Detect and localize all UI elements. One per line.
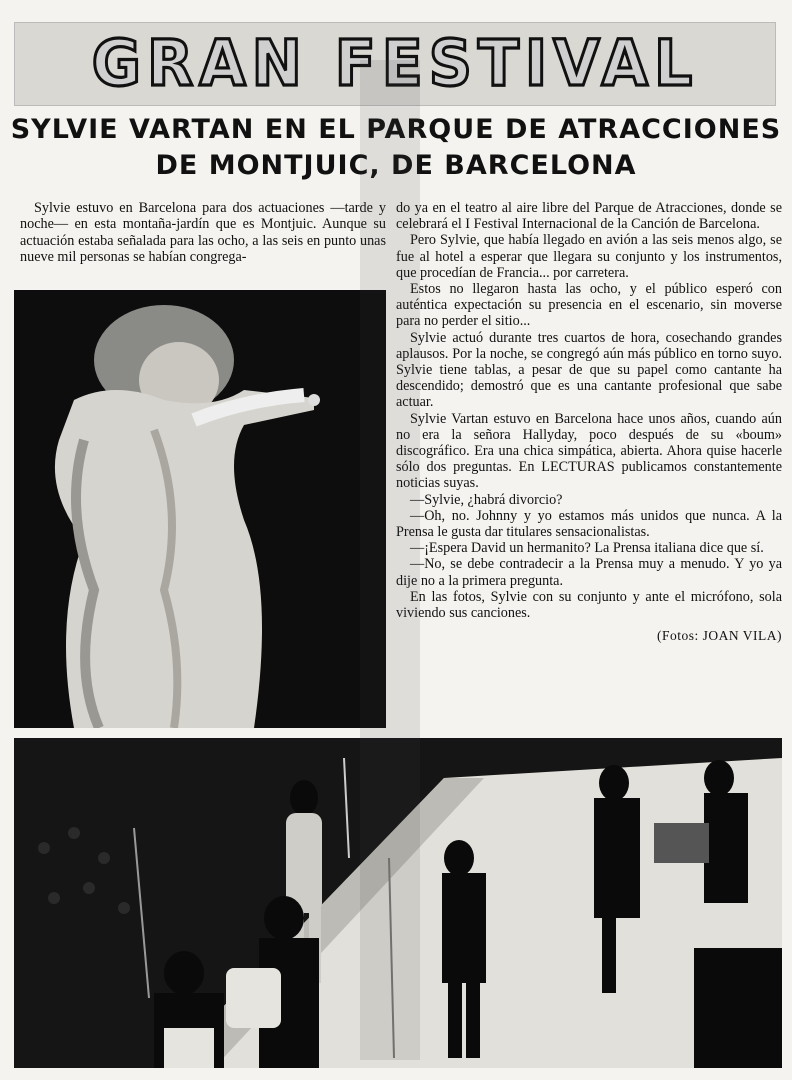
paragraph: —¡Espera David un hermanito? La Prensa italiana dice que sí. (410, 540, 764, 557)
headline-line-1: SYLVIE VARTAN EN EL PARQUE DE ATRACCIONES (10, 114, 782, 145)
paragraph: En las fotos, Sylvie con su conjunto y ante el micrófono, sola viviendo sus canciones. (396, 588, 782, 622)
paragraph: Pero Sylvie, que había llegado en avión a las seis menos algo, se fue al hotel a esperar que llegara su conjunto y los instrumentos, que procedían de Francia... por carretera. (396, 232, 782, 281)
paragraph: —Sylvie, ¿habrá divorcio? (410, 491, 563, 508)
banner-title: GRAN FESTIVAL (91, 27, 699, 101)
article-body (396, 200, 782, 644)
paragraph: —Oh, no. Johnny y yo estamos más unidos que nunca. A la Prensa le gusta dar titulares sensacionalistas. (396, 507, 782, 541)
article-intro: Sylvie estuvo en Barcelona para dos actuaciones —tarde y noche— en esta montaña-jardín que es Montjuic. Aunque su actuación estaba señalada para las ocho, a las seis en punto unas nueve mil personas se habían congrega- (20, 200, 386, 265)
paragraph: Sylvie actuó durante tres cuartos de hora, cosechando grandes aplausos. Por la noche, se congregó aún más público en torno suyo. Sylvie tiene tablas, a pesar de que su papel como cantante ha descendido; demostró que es una cantante profesional que sabe actuar. (396, 329, 782, 411)
paragraph: do ya en el teatro al aire libre del Parque de Atracciones, donde se celebrará el I Festival Internacional de la Canción de Barcelona. (396, 200, 782, 233)
singer-photo (14, 290, 386, 728)
title-banner (14, 22, 776, 106)
headline (0, 112, 792, 184)
photo-credit: (Fotos: JOAN VILA) (656, 628, 782, 644)
band-on-stage-photo (14, 738, 782, 1068)
paragraph: —No, se debe contradecir a la Prensa muy a menudo. Y yo ya dije no a la primera pregunta. (396, 556, 782, 589)
headline-line-2: DE MONTJUIC, DE BARCELONA (155, 150, 637, 181)
paragraph: Estos no llegaron hasta las ocho, y el público esperó con auténtica expectación su presencia en el escenario, sin moverse para no perder el sitio... (396, 281, 782, 330)
paragraph: Sylvie Vartan estuvo en Barcelona hace unos años, cuando aún no era la señora Hallyday, poco después de su «boum» discográfico. Era una chica simpática, abierta. Ahora quise hacerle sólo dos preguntas. En LECTURAS publicamos constantemente noticias suyas. (396, 410, 782, 492)
